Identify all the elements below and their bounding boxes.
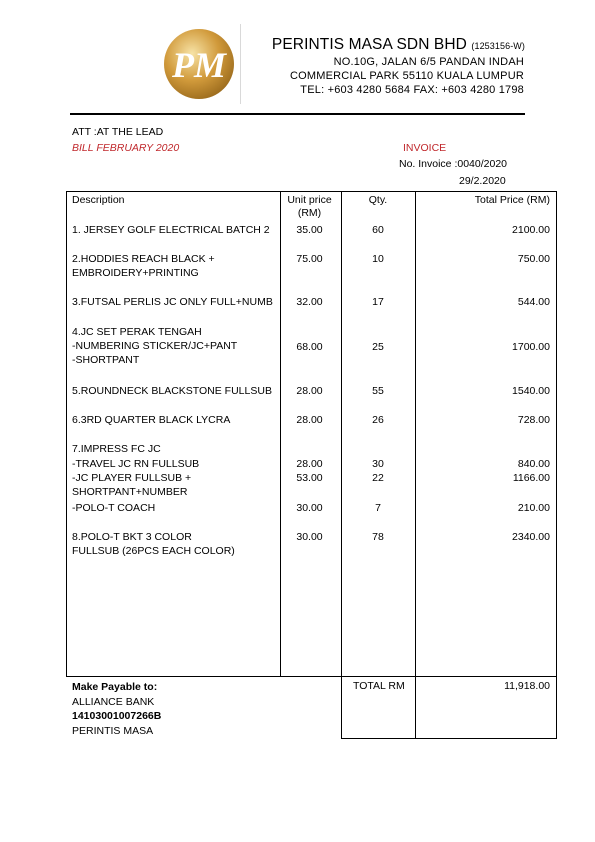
row-unit-price: 28.00: [296, 458, 323, 470]
items-table: [66, 191, 557, 677]
row-qty: 22: [372, 472, 384, 484]
payment-bank: ALLIANCE BANK: [72, 695, 155, 708]
row-total: 210.00: [517, 502, 550, 514]
row-description-line: EMBROIDERY+PRINTING: [72, 267, 199, 279]
payment-heading: Make Payable to:: [72, 681, 158, 693]
total-box: [341, 677, 557, 739]
row-qty: 30: [372, 458, 384, 470]
row-description: -POLO-T COACH: [72, 502, 156, 514]
row-description-line: SHORTPANT+NUMBER: [72, 486, 188, 498]
row-description: 6.3RD QUARTER BLACK LYCRA: [72, 414, 231, 426]
row-description: 3.FUTSAL PERLIS JC ONLY FULL+NUMB: [72, 296, 273, 308]
row-total: 1700.00: [512, 341, 550, 353]
header-divider: [240, 24, 241, 104]
row-description: [72, 253, 215, 279]
row-unit-price: 35.00: [296, 224, 323, 236]
row-unit-price: 28.00: [296, 414, 323, 426]
row-description-line: FULLSUB (26PCS EACH COLOR): [72, 545, 235, 557]
row-unit-price: 32.00: [296, 296, 323, 308]
header-qty: Qty.: [368, 194, 388, 206]
company-reg-no: (1253156-W): [471, 41, 525, 51]
row-total: 750.00: [517, 253, 550, 265]
row-total: 840.00: [517, 458, 550, 470]
row-qty: 17: [372, 296, 384, 308]
invoice-number: No. Invoice :0040/2020: [399, 158, 507, 170]
row-unit-price: 75.00: [296, 253, 323, 265]
row-description: -TRAVEL JC RN FULLSUB: [72, 458, 200, 470]
row-description: 5.ROUNDNECK BLACKSTONE FULLSUB: [72, 385, 272, 397]
row-unit-price: 68.00: [296, 341, 323, 353]
row-description: [72, 472, 191, 498]
row-description: 1. JERSEY GOLF ELECTRICAL BATCH 2: [72, 224, 270, 236]
row-qty: 7: [375, 502, 381, 514]
row-description-line: 4.JC SET PERAK TENGAH: [72, 326, 202, 338]
row-total: 728.00: [517, 414, 550, 426]
total-label: TOTAL RM: [353, 680, 405, 692]
row-qty: 55: [372, 385, 384, 397]
logo-initials: PM: [172, 45, 226, 85]
row-qty: 26: [372, 414, 384, 426]
row-total: 1540.00: [512, 385, 550, 397]
att-line: ATT :AT THE LEAD: [72, 126, 164, 138]
payment-account: 14103001007266B: [72, 710, 162, 723]
row-total: 1166.00: [512, 472, 550, 484]
company-address-line1: NO.10G, JALAN 6/5 PANDAN INDAH: [333, 56, 524, 68]
bill-period: BILL FEBRUARY 2020: [72, 142, 180, 154]
row-description-line: 2.HODDIES REACH BLACK +: [72, 253, 215, 265]
row-total: 2100.00: [512, 224, 550, 236]
col-divider-total: [415, 192, 416, 676]
company-name-text: PERINTIS MASA SDN BHD: [271, 36, 467, 53]
total-divider: [415, 677, 416, 738]
header-unit-price-label: Unit price: [287, 194, 332, 206]
header-description: Description: [72, 194, 125, 206]
row-description-line: 8.POLO-T BKT 3 COLOR: [72, 531, 192, 543]
row-description-line: -SHORTPANT: [72, 354, 140, 366]
row-qty: 25: [372, 341, 384, 353]
total-amount: 11,918.00: [504, 680, 550, 692]
company-name: [272, 36, 525, 54]
header-total: Total Price (RM): [474, 194, 550, 206]
row-description: 7.IMPRESS FC JC: [72, 443, 161, 455]
row-total: 2340.00: [512, 531, 550, 543]
payment-payee: PERINTIS MASA: [72, 724, 154, 737]
row-unit-price: 28.00: [296, 385, 323, 397]
row-qty: 10: [372, 253, 384, 265]
row-qty: 78: [372, 531, 384, 543]
company-phone-line: TEL: +603 4280 5684 FAX: +603 4280 1798: [300, 84, 524, 96]
header-rule: [70, 113, 525, 115]
row-description: [72, 531, 235, 557]
header-unit-price: [280, 194, 339, 219]
invoice-date: 29/2.2020: [459, 175, 506, 187]
company-address-line2: COMMERCIAL PARK 55110 KUALA LUMPUR: [289, 70, 524, 82]
row-unit-price: 53.00: [296, 472, 323, 484]
company-logo: [157, 24, 241, 103]
header-unit-price-unit: (RM): [297, 207, 322, 219]
invoice-title: INVOICE: [403, 142, 447, 154]
row-total: 544.00: [517, 296, 550, 308]
row-qty: 60: [372, 224, 384, 236]
row-description: [72, 326, 237, 366]
row-unit-price: 30.00: [296, 531, 323, 543]
row-unit-price: 30.00: [296, 502, 323, 514]
payment-details: [72, 680, 161, 738]
row-description-line: -NUMBERING STICKER/JC+PANT: [72, 340, 238, 352]
row-description-line: -JC PLAYER FULLSUB +: [72, 472, 192, 484]
